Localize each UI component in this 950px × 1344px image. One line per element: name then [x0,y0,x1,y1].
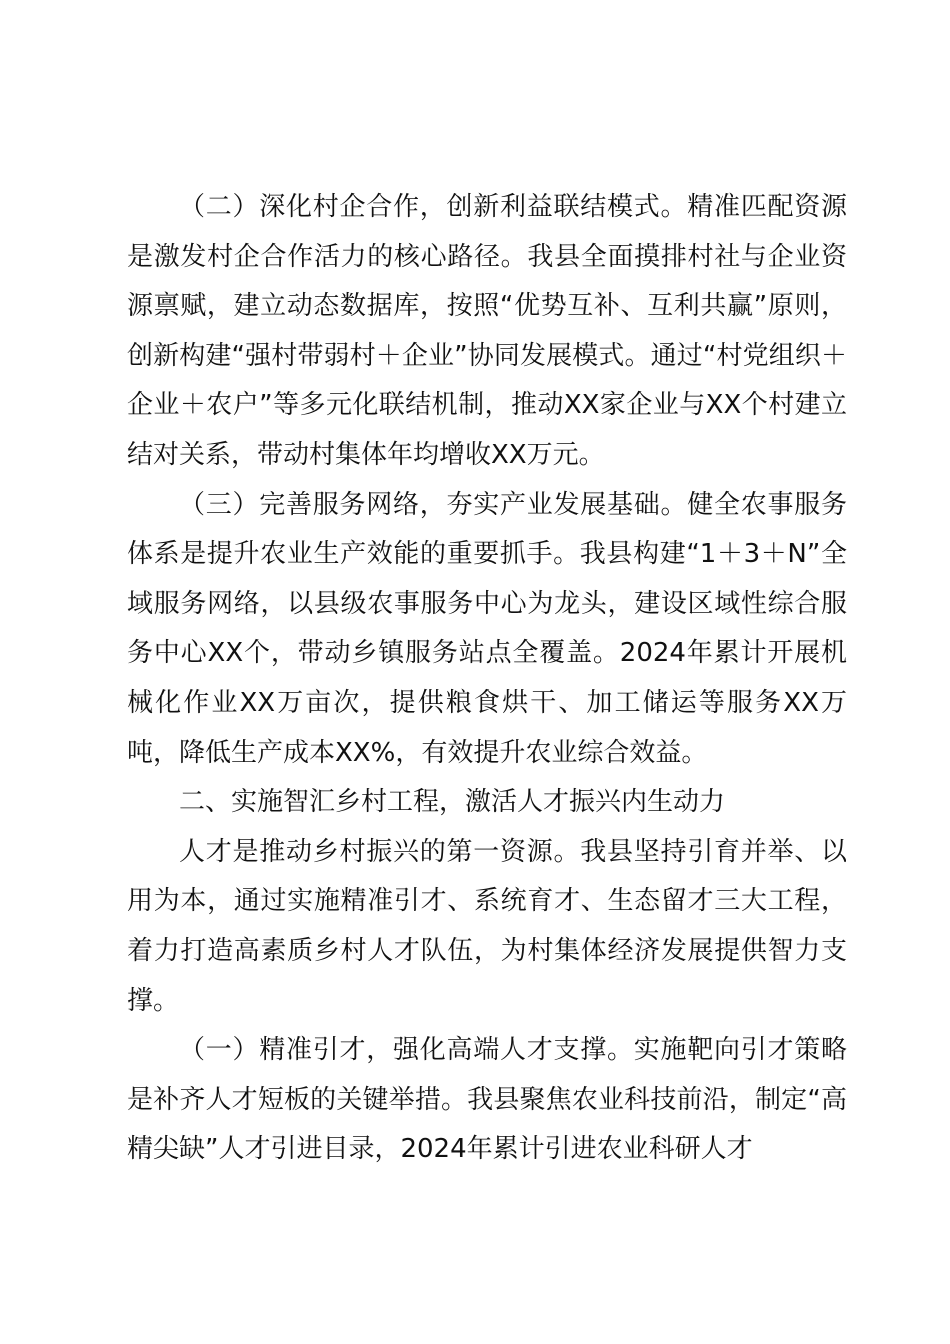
document-body [127,183,847,1175]
paragraph-village-enterprise-cooperation: （二）深化村企合作，创新利益联结模式。精准匹配资源是激发村企合作活力的核心路径。我县全面摸排村社与企业资源禀赋，建立动态数据库，按照“优势互补、互利共赢”原则，创新构建“强村带弱村＋企业”协同发展模式。通过“村党组织＋企业＋农户”等多元化联结机制，推动XX家企业与XX个村建立结对关系，带动村集体年均增收XX万元。 [127,192,847,470]
paragraph-service-network: （三）完善服务网络，夯实产业发展基础。健全农事服务体系是提升农业生产效能的重要抓手。我县构建“1＋3＋N”全域服务网络，以县级农事服务中心为龙头，建设区域性综合服务中心XX个，带动乡镇服务站点全覆盖。2024年累计开展机械化作业XX万亩次，提供粮食烘干、加工储运等服务XX万吨，降低生产成本XX%，有效提升农业综合效益。 [127,489,847,768]
paragraph-precise-talent-recruitment: （一）精准引才，强化高端人才支撑。实施靶向引才策略是补齐人才短板的关键举措。我县聚焦农业科技前沿，制定“高精尖缺”人才引进目录，2024年累计引进农业科研人才 [127,1035,847,1165]
paragraph-talent-intro: 人才是推动乡村振兴的第一资源。我县坚持引育并举、以用为本，通过实施精准引才、系统育才、生态留才三大工程，着力打造高素质乡村人才队伍，为村集体经济发展提供智力支撑。 [127,836,847,1016]
section-heading-talent-project: 二、实施智汇乡村工程，激活人才振兴内生动力 [179,787,726,818]
